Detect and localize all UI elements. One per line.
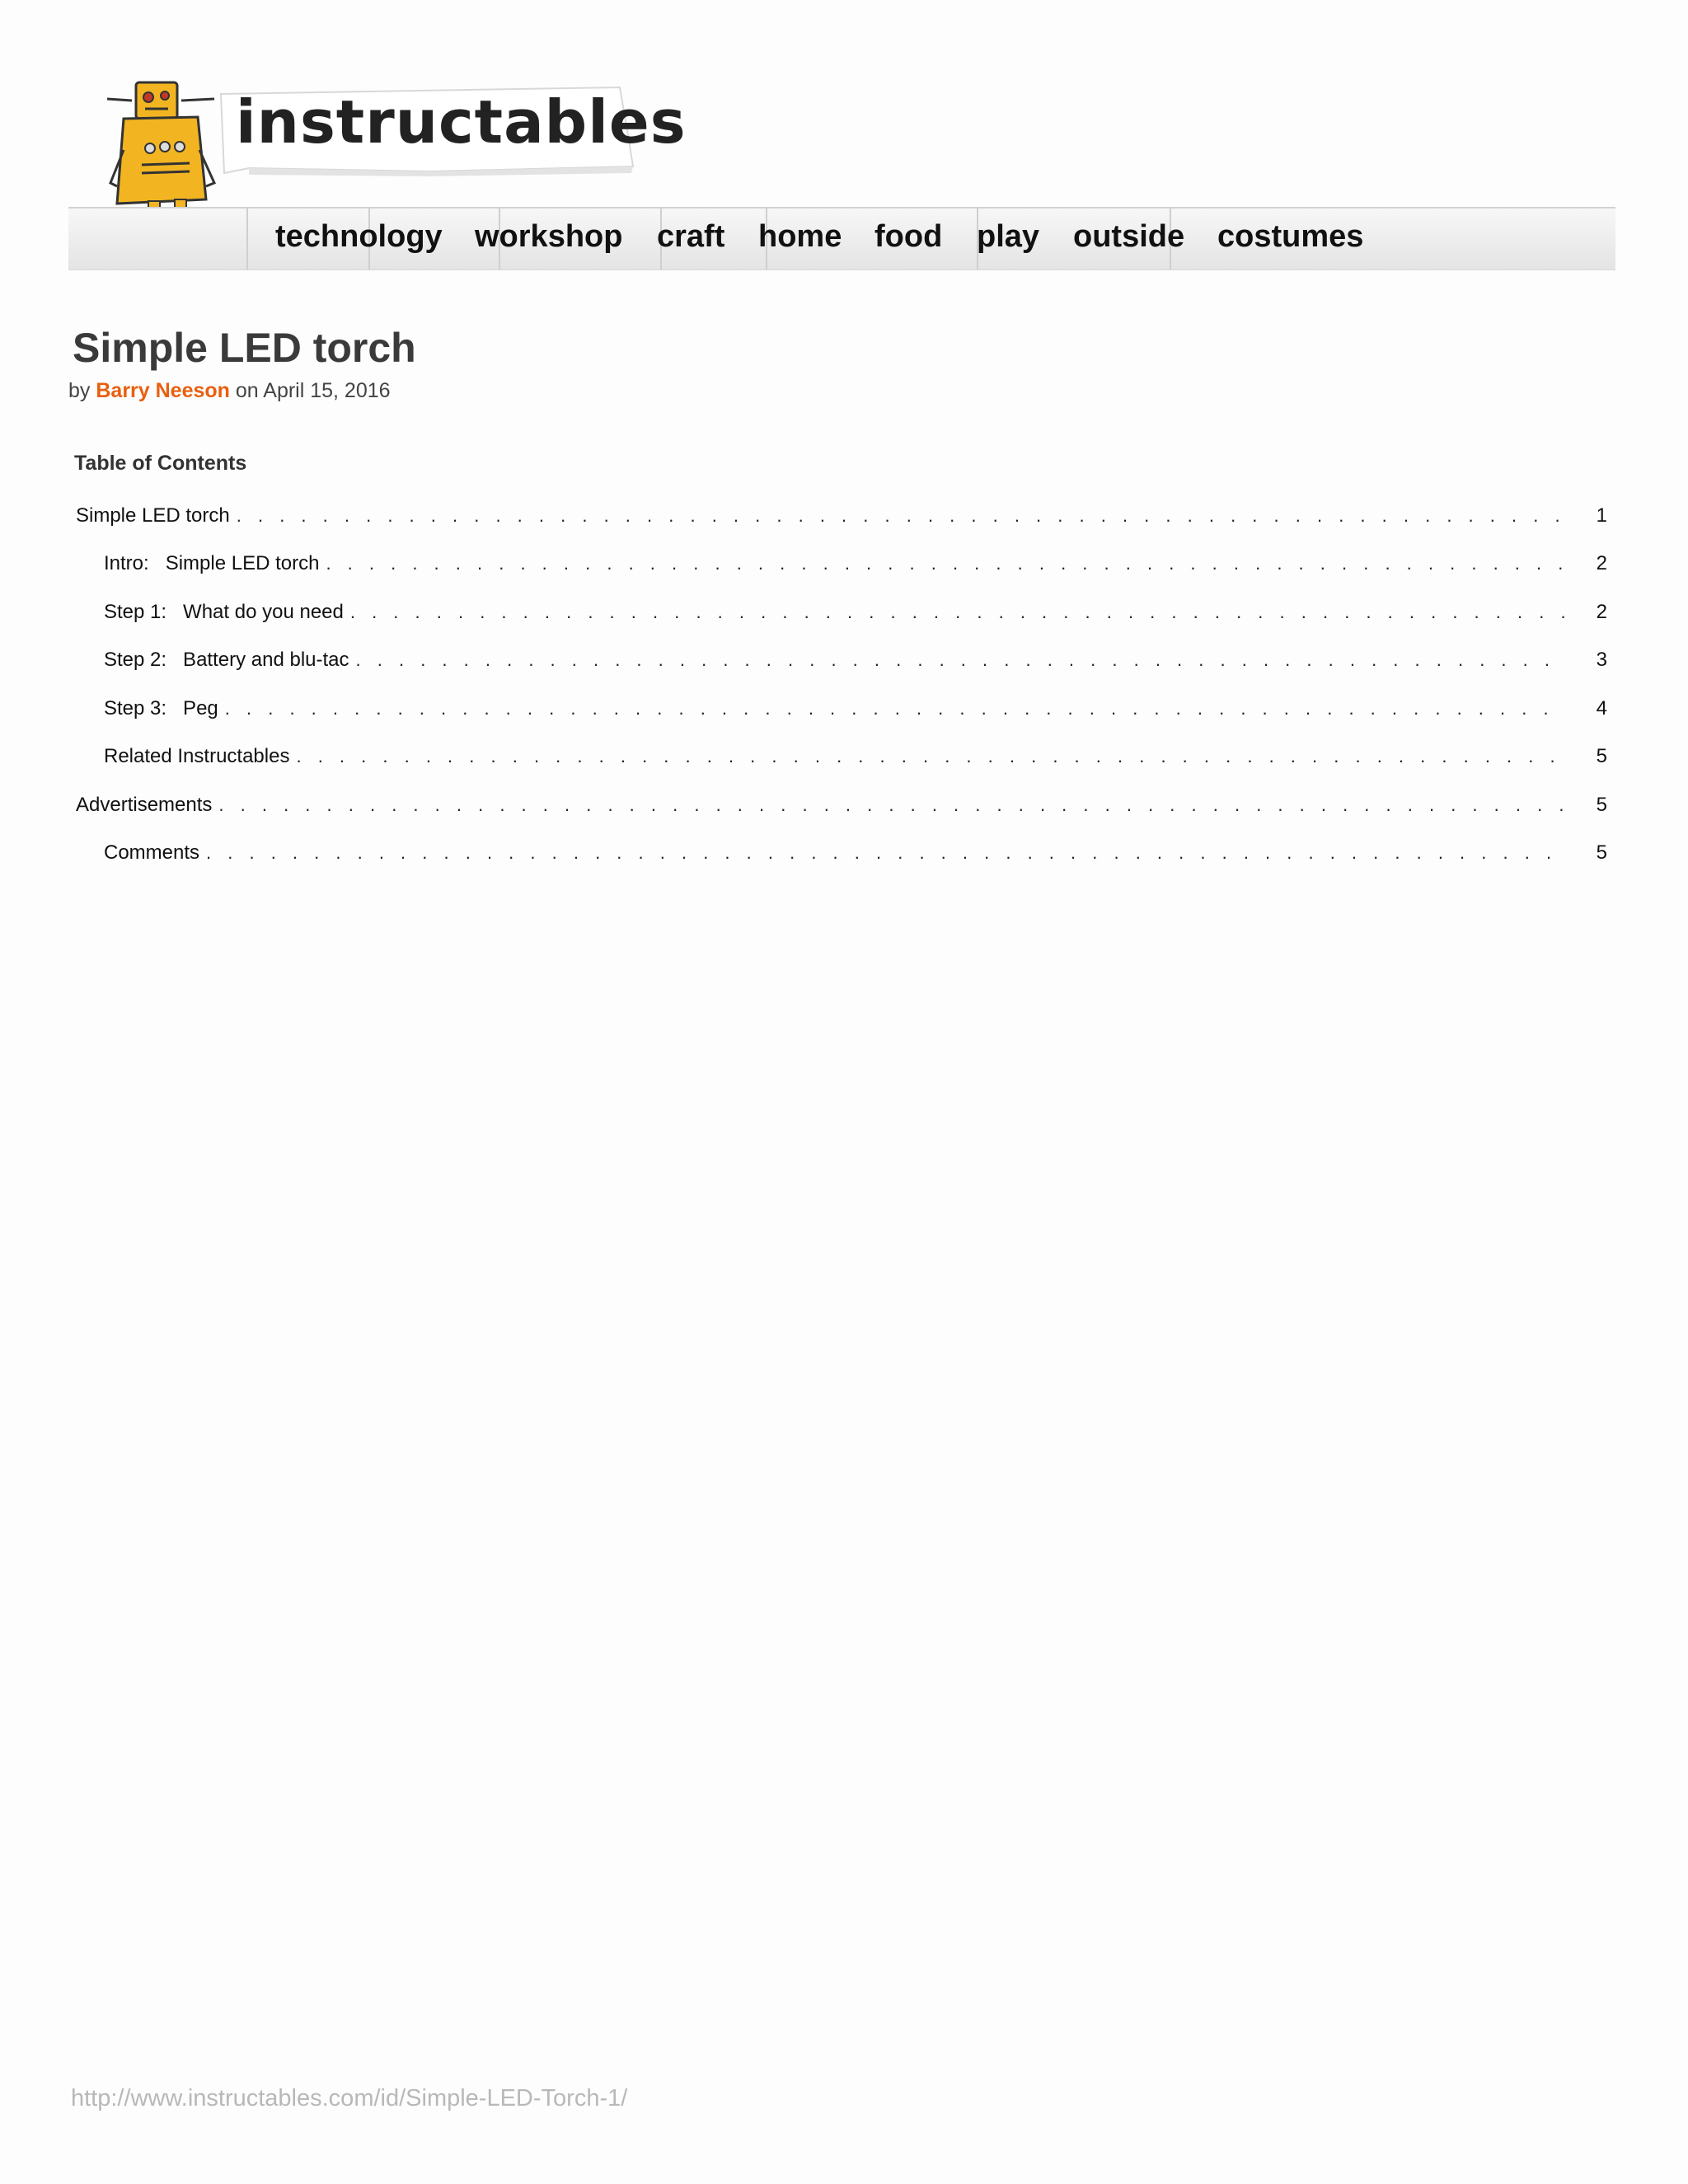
nav-item-workshop[interactable]: workshop xyxy=(475,219,623,254)
toc-page-number: 5 xyxy=(1596,794,1607,816)
nav-item-technology[interactable]: technology xyxy=(275,219,443,254)
toc-leader-dots xyxy=(326,551,1566,577)
toc-entry-label: Step 1: What do you need xyxy=(104,601,344,623)
toc-entry-label: Related Instructables xyxy=(104,745,290,767)
nav-item-costumes[interactable]: costumes xyxy=(1217,219,1364,254)
toc-page-number: 5 xyxy=(1596,745,1607,767)
nav-item-home[interactable]: home xyxy=(758,219,842,254)
toc-page-number: 3 xyxy=(1596,649,1607,671)
toc-page-number: 1 xyxy=(1596,504,1607,527)
toc-entry[interactable] xyxy=(104,696,1566,722)
toc-entry-label: Step 2: Battery and blu-tac xyxy=(104,649,349,671)
toc-entry[interactable] xyxy=(104,551,1566,577)
toc-entry-label: Comments xyxy=(104,841,200,864)
toc-page-number: 5 xyxy=(1596,841,1607,864)
toc-entry[interactable] xyxy=(76,792,1566,818)
toc-entry[interactable] xyxy=(104,743,1566,770)
toc-leader-dots xyxy=(237,503,1566,529)
nav-item-craft[interactable]: craft xyxy=(657,219,725,254)
page-title: Simple LED torch xyxy=(73,325,416,371)
toc-page-number: 4 xyxy=(1596,697,1607,719)
toc-page-number: 2 xyxy=(1596,552,1607,574)
toc-entry[interactable] xyxy=(104,647,1566,673)
toc-leader-dots xyxy=(206,840,1566,866)
toc-heading: Table of Contents xyxy=(74,452,247,475)
toc-leader-dots xyxy=(356,647,1566,673)
toc-entry[interactable] xyxy=(76,503,1566,529)
byline-date: on April 15, 2016 xyxy=(235,379,391,402)
footer-url[interactable]: http://www.instructables.com/id/Simple-LED-Torch-1/ xyxy=(71,2085,628,2111)
nav-item-food[interactable]: food xyxy=(874,219,943,254)
toc-leader-dots xyxy=(225,696,1566,722)
toc-entry-label: Step 3: Peg xyxy=(104,697,218,719)
toc-leader-dots xyxy=(218,792,1566,818)
toc-entry-label: Simple LED torch xyxy=(76,504,230,527)
toc-entry[interactable] xyxy=(104,599,1566,626)
toc-leader-dots xyxy=(350,599,1566,626)
toc-entry-label: Advertisements xyxy=(76,794,213,816)
category-nav xyxy=(68,207,1615,270)
logo-text[interactable]: instructables xyxy=(236,87,687,157)
toc-leader-dots xyxy=(296,743,1566,770)
author-link[interactable]: Barry Neeson xyxy=(96,379,230,402)
nav-divider xyxy=(246,209,248,269)
toc-entry-label: Intro: Simple LED torch xyxy=(104,552,320,574)
toc-page-number: 2 xyxy=(1596,601,1607,623)
nav-item-play[interactable]: play xyxy=(977,219,1040,254)
toc-entry[interactable] xyxy=(104,840,1566,866)
byline xyxy=(68,377,391,404)
byline-by: by xyxy=(68,379,91,402)
nav-item-outside[interactable]: outside xyxy=(1073,219,1185,254)
